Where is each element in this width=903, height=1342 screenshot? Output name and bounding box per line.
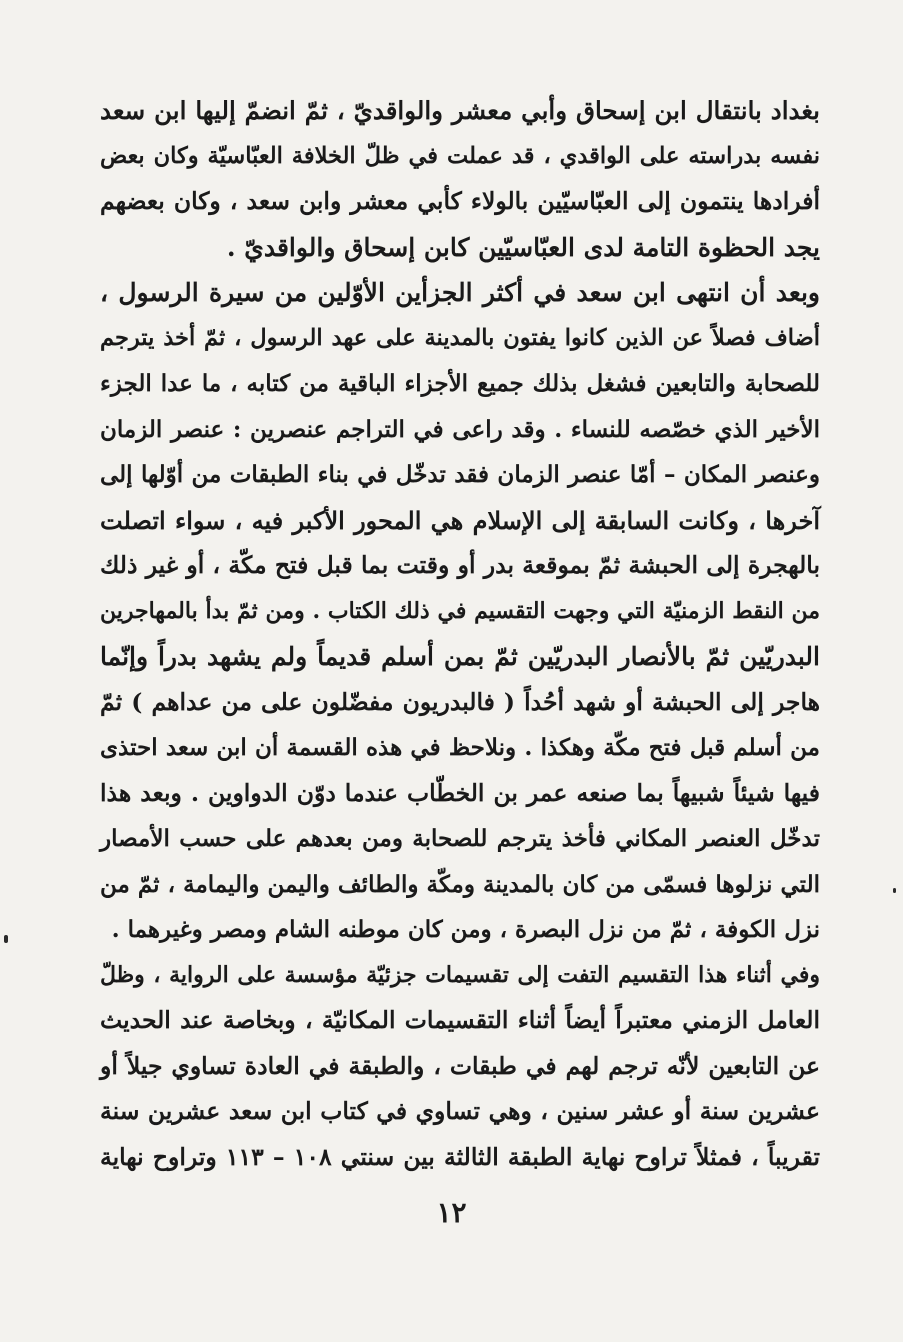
text-line: تقريباً ، فمثلاً تراوح نهاية الطبقة الثالثة بين سنتي ١٠٨ – ١١٣ وتراوح نهاية <box>100 1142 821 1171</box>
text-line: أفرادها ينتمون إلى العبّاسيّين بالولاء كأبي معشر وابن سعد ، وكان بعضهم <box>100 187 820 215</box>
text-line: العامل الزمني معتبراً أيضاً أثناء التقسيمات المكانيّة ، وبخاصة عند الحديث <box>100 1006 820 1034</box>
text-line: التي نزلوها فسمّى من كان بالمدينة ومكّة والطائف واليمن واليمامة ، ثمّ من <box>100 870 820 898</box>
text-line: من النقط الزمنيّة التي وجهت التقسيم في ذلك الكتاب . ومن ثمّ بدأ بالمهاجرين <box>100 597 820 624</box>
margin-speck <box>893 888 896 893</box>
text-line: البدريّين ثمّ بالأنصار البدريّين ثمّ بمن أسلم قديماً ولم يشهد بدراً وإنّما <box>100 642 820 671</box>
text-line: أضاف فصلاً عن الذين كانوا يفتون بالمدينة على عهد الرسول ، ثمّ أخذ يترجم <box>100 324 820 351</box>
text-line: تدخّل العنصر المكاني فأخذ يترجم للصحابة ومن بعدهم على حسب الأمصار <box>100 825 820 852</box>
text-line: يجد الحظوة التامة لدى العبّاسيّين كابن إسحاق والواقديّ . <box>226 232 820 262</box>
text-line: بالهجرة إلى الحبشة ثمّ بموقعة بدر أو وقتت بما قبل فتح مكّة ، أو غير ذلك <box>100 551 820 579</box>
text-line: عن التابعين لأنّه ترجم لهم في طبقات ، والطبقة في العادة تساوي جيلاً أو <box>100 1051 820 1080</box>
text-line: وعنصر المكان – أمّا عنصر الزمان فقد تدخّل في بناء الطبقات من أوّلها إلى <box>100 461 820 488</box>
text-line: نفسه بدراسته على الواقدي ، قد عملت في ظلّ الخلافة العبّاسيّة وكان بعض <box>100 142 820 169</box>
text-line: فيها شيئاً شبيهاً بما صنعه عمر بن الخطّاب عندما دوّن الدواوين . وبعد هذا <box>100 778 820 807</box>
text-line: وبعد أن انتهى ابن سعد في أكثر الجزأين الأوّلين من سيرة الرسول ، <box>100 278 820 307</box>
text-line: بغداد بانتقال ابن إسحاق وأبي معشر والواقديّ ، ثمّ انضمّ إليها ابن سعد <box>100 96 820 125</box>
text-line: نزل الكوفة ، ثمّ من نزل البصرة ، ومن كان موطنه الشام ومصر وغيرهما . <box>111 916 820 943</box>
text-line: وفي أثناء هذا التقسيم التفت إلى تقسيمات جزئيّة مؤسسة على الرواية ، وظلّ <box>100 961 820 988</box>
text-line: من أسلم قبل فتح مكّة وهكذا . ونلاحظ في هذه القسمة أن ابن سعد احتذى <box>100 734 820 761</box>
text-line: للصحابة والتابعين فشغل بذلك جميع الأجزاء الباقية من كتابه ، ما عدا الجزء <box>100 370 820 397</box>
text-line: آخرها ، وكانت السابقة إلى الإسلام هي المحور الأكبر فيه ، سواء اتصلت <box>100 505 820 535</box>
text-line: الأخير الذي خصّصه للنساء . وقد راعى في التراجم عنصرين : عنصر الزمان <box>100 415 820 443</box>
text-line: هاجر إلى الحبشة أو شهد أحُداً ( فالبدريون مفضّلون على من عداهم ) ثمّ <box>100 687 820 716</box>
text-line: عشرين سنة أو عشر سنين ، وهي تساوي في كتاب ابن سعد عشرين سنة <box>100 1097 820 1125</box>
margin-speck <box>4 935 8 943</box>
page-number: ١٢ <box>436 1196 467 1229</box>
